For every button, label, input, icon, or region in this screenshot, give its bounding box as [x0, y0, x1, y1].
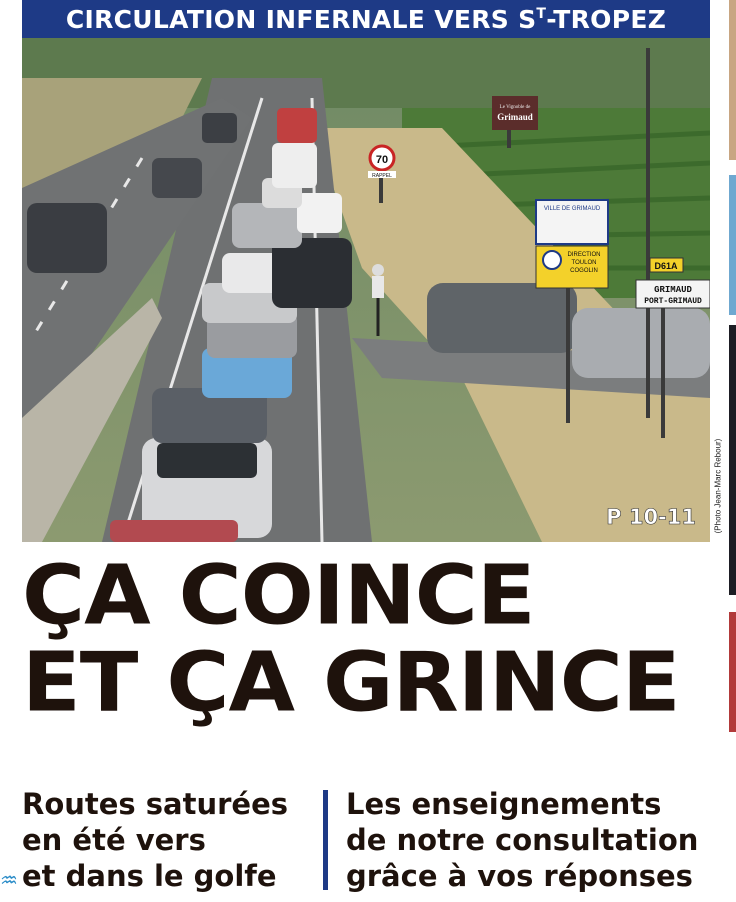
top-banner — [22, 0, 710, 38]
banner-superscript: T — [536, 5, 547, 22]
traffic-photo — [22, 38, 710, 542]
subhead-left-line-3: et dans le golfe — [22, 859, 277, 893]
place-sign-line-2: PORT-GRIMAUD — [644, 297, 702, 306]
headline-line-2: ET ÇA GRINCE — [22, 635, 680, 731]
town-sign-text: VILLE DE GRIMAUD — [543, 206, 601, 212]
direction-sign-line-1: DIRECTION — [567, 252, 601, 258]
road-number-sign: D61A — [654, 261, 678, 271]
banner-text: CIRCULATION INFERNALE VERS $S^T$-TROPEZ — [65, 4, 667, 34]
subhead-left-line-2: en été vers — [22, 823, 206, 857]
edge-strip-red — [729, 612, 736, 732]
subhead-right-line-3: grâce à vos réponses — [346, 859, 693, 893]
direction-sign-line-2: TOULON — [571, 260, 597, 266]
direction-sign-line-3: COGOLIN — [570, 268, 598, 274]
subhead-left — [22, 786, 318, 894]
edge-strip-blue — [729, 175, 736, 315]
headline-line-1: ÇA COINCE — [22, 548, 535, 644]
edge-strip-dark — [729, 325, 736, 595]
speed-limit-reminder: RAPPEL — [372, 173, 392, 179]
subhead-right-line-2: de notre consultation — [346, 823, 699, 857]
subhead-right — [346, 786, 716, 894]
page-reference: P 10-11 — [606, 505, 696, 529]
wave-icon: ♒ — [0, 868, 18, 892]
photo-credit-text: (Photo Jean-Marc Rebour) — [713, 438, 723, 534]
photo-credit — [711, 430, 725, 542]
edge-strip-tan — [729, 0, 736, 160]
billboard-line-2: Grimaud — [497, 112, 533, 122]
place-sign-line-1: GRIMAUD — [654, 285, 692, 295]
main-headline — [22, 548, 722, 731]
subhead-divider — [323, 790, 328, 890]
speed-limit-sign: 70 — [375, 154, 389, 166]
billboard-line-1: Le Vignoble de — [499, 105, 531, 110]
subhead-right-line-1: Les enseignements — [346, 787, 662, 821]
subhead-left-line-1: Routes saturées — [22, 787, 289, 821]
